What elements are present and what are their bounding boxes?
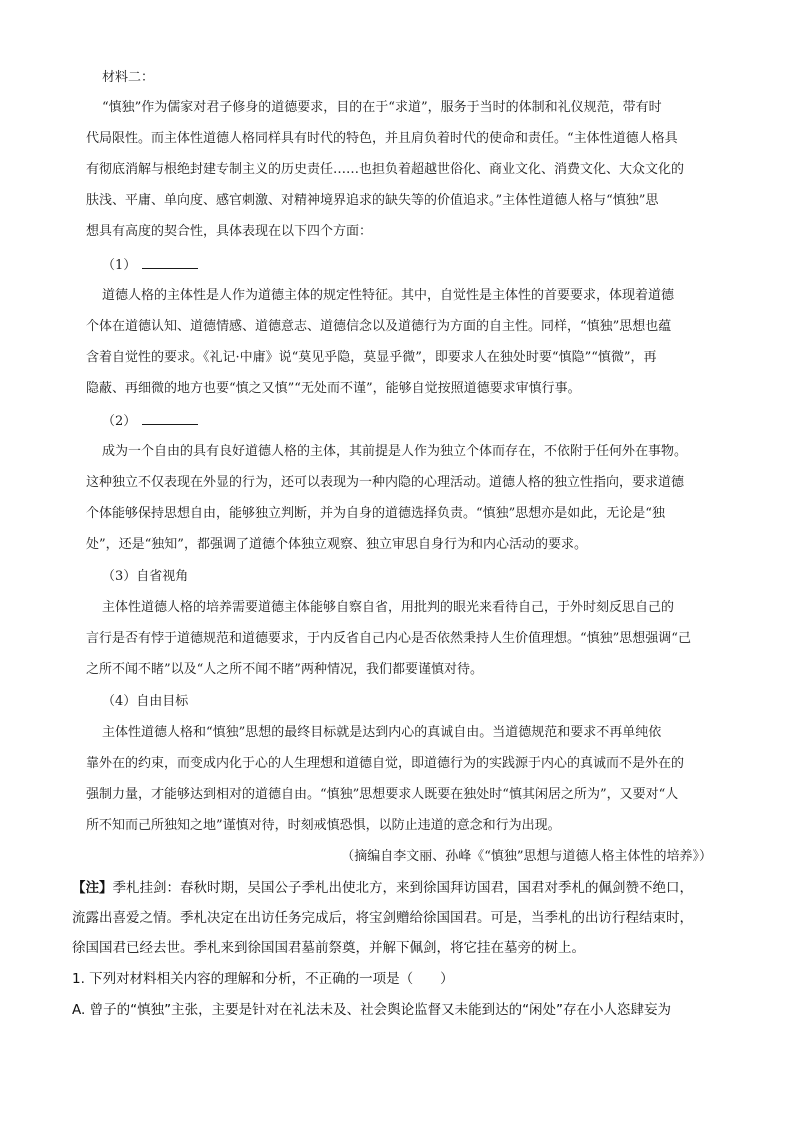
- option-a[interactable]: A. 曾子的“慎独”主张，主要是针对在礼法未及、社会舆论监督又未能到达的“闲处”存在小人恣肆妄为: [72, 1002, 672, 1018]
- section-1-line-4: 隐蔽、再细微的地方也要“慎之又慎”“无处而不谨”，能够自觉按照道德要求审慎行事。: [86, 381, 581, 396]
- section-3-line-2: 言行是否有悖于道德规范和道德要求，于内反省自己内心是否依然秉持人生价值理想。“慎独”思想强调“己: [86, 631, 691, 646]
- section-1-label: （1）: [102, 258, 137, 273]
- intro-line-3: 有彻底消解与根绝封建专制主义的历史责任……也担负着超越世俗化、商业文化、消费文化、大众文化的: [86, 162, 685, 177]
- note-text-1: 季札挂剑：春秋时期，吴国公子季札出使北方，来到徐国拜访国君，国君对季札的佩剑赞不绝口，: [112, 880, 693, 896]
- section-4-line-2: 靠外在的约束，而变成内化于心的人生理想和道德自觉，即道德行为的实践源于内心的真诚而不是外在的: [86, 756, 685, 771]
- fill-in-blank-2[interactable]: [142, 413, 198, 425]
- section-2-line-4: 处”，还是“独知”，都强调了道德个体独立观察、独立审思自身行为和内心活动的要求。: [86, 537, 587, 552]
- note-line-2: 流露出喜爱之情。季札决定在出访任务完成后，将宝剑赠给徐国国君。可是，当季札的出访行程结束时，: [72, 910, 693, 926]
- section-4-line-1: 主体性道德人格和“慎独”思想的最终目标就是达到内心的真诚自由。当道德规范和要求不再单纯依: [102, 725, 662, 740]
- question-stem: 1. 下列对材料相关内容的理解和分析，不正确的一项是（ ）: [72, 971, 454, 987]
- note-line-3: 徐国国君已经去世。季札来到徐国国君墓前祭奠，并解下佩剑，将它挂在墓旁的树上。: [72, 940, 585, 956]
- note-tag: 【注】: [72, 880, 113, 896]
- section-4-label: （4）: [102, 694, 137, 709]
- section-3-heading: [102, 569, 188, 585]
- section-3-line-3: 之所不闻不睹”以及“人之所不闻不睹”两种情况，我们都要谨慎对待。: [86, 662, 483, 677]
- material-heading: 材料二：: [102, 70, 155, 85]
- section-3-line-1: 主体性道德人格的培养需要道德主体能够自察自省，用批判的眼光来看待自己，于外时刻反思自己的: [102, 600, 675, 615]
- intro-line-1: “慎独”作为儒家对君子修身的道德要求，目的在于“求道”，服务于当时的体制和礼仪规范，带有时: [102, 100, 662, 115]
- intro-line-4: 肤浅、平庸、单向度、感官刺激、对精神境界追求的缺失等的价值追求。”主体性道德人格与“慎独”思: [86, 193, 659, 208]
- section-4-heading: [102, 694, 188, 710]
- section-2-line-1: 成为一个自由的具有良好道德人格的主体，其前提是人作为独立个体而存在，不依附于任何外在事物。: [102, 444, 688, 459]
- section-1-heading: [102, 257, 198, 274]
- section-4-line-4: 所不知而己所独知之地”谨慎对待，时刻戒慎恐惧，以防止违道的意念和行为出现。: [86, 818, 561, 833]
- section-2-label: （2）: [102, 414, 137, 429]
- section-2-line-2: 这种独立不仅表现在外显的行为，还可以表现为一种内隐的心理活动。道德人格的独立性指向，要求道德: [86, 475, 685, 490]
- note-line-1: [72, 880, 693, 896]
- section-3-label: （3）: [102, 569, 137, 584]
- section-1-line-1: 道德人格的主体性是人作为道德主体的规定性特征。其中，自觉性是主体性的首要要求，体现着道德: [102, 288, 675, 303]
- section-1-line-3: 含着自觉性的要求。《礼记·中庸》说“莫见乎隐，莫显乎微”，即要求人在独处时要“慎隐”“慎微”，再: [86, 350, 657, 365]
- section-2-line-3: 个体能够保持思想自由，能够独立判断，并为自身的道德选择负责。“慎独”思想亦是如此，无论是“独: [86, 506, 665, 521]
- section-4-line-3: 强制力量，才能够达到相对的道德自由。“慎独”思想要求人既要在独处时“慎其闲居之所为”，又要对“人: [86, 787, 679, 802]
- fill-in-blank-1[interactable]: [142, 257, 198, 269]
- section-4-title: 自由目标: [136, 694, 189, 709]
- intro-line-5: 想具有高度的契合性，具体表现在以下四个方面：: [86, 224, 373, 239]
- section-2-heading: [102, 413, 198, 430]
- intro-line-2: 代局限性。而主体性道德人格同样具有时代的特色，并且肩负着时代的使命和责任。“主体性道德人格具: [86, 131, 678, 146]
- section-3-title: 自省视角: [136, 569, 189, 584]
- section-1-line-2: 个体在道德认知、道德情感、道德意志、道德信念以及道德行为方面的自主性。同样，“慎独”思想也蕴: [86, 319, 672, 334]
- source-citation: （摘编自李文丽、孙峰《“慎独”思想与道德人格主体性的培养》）: [341, 849, 712, 864]
